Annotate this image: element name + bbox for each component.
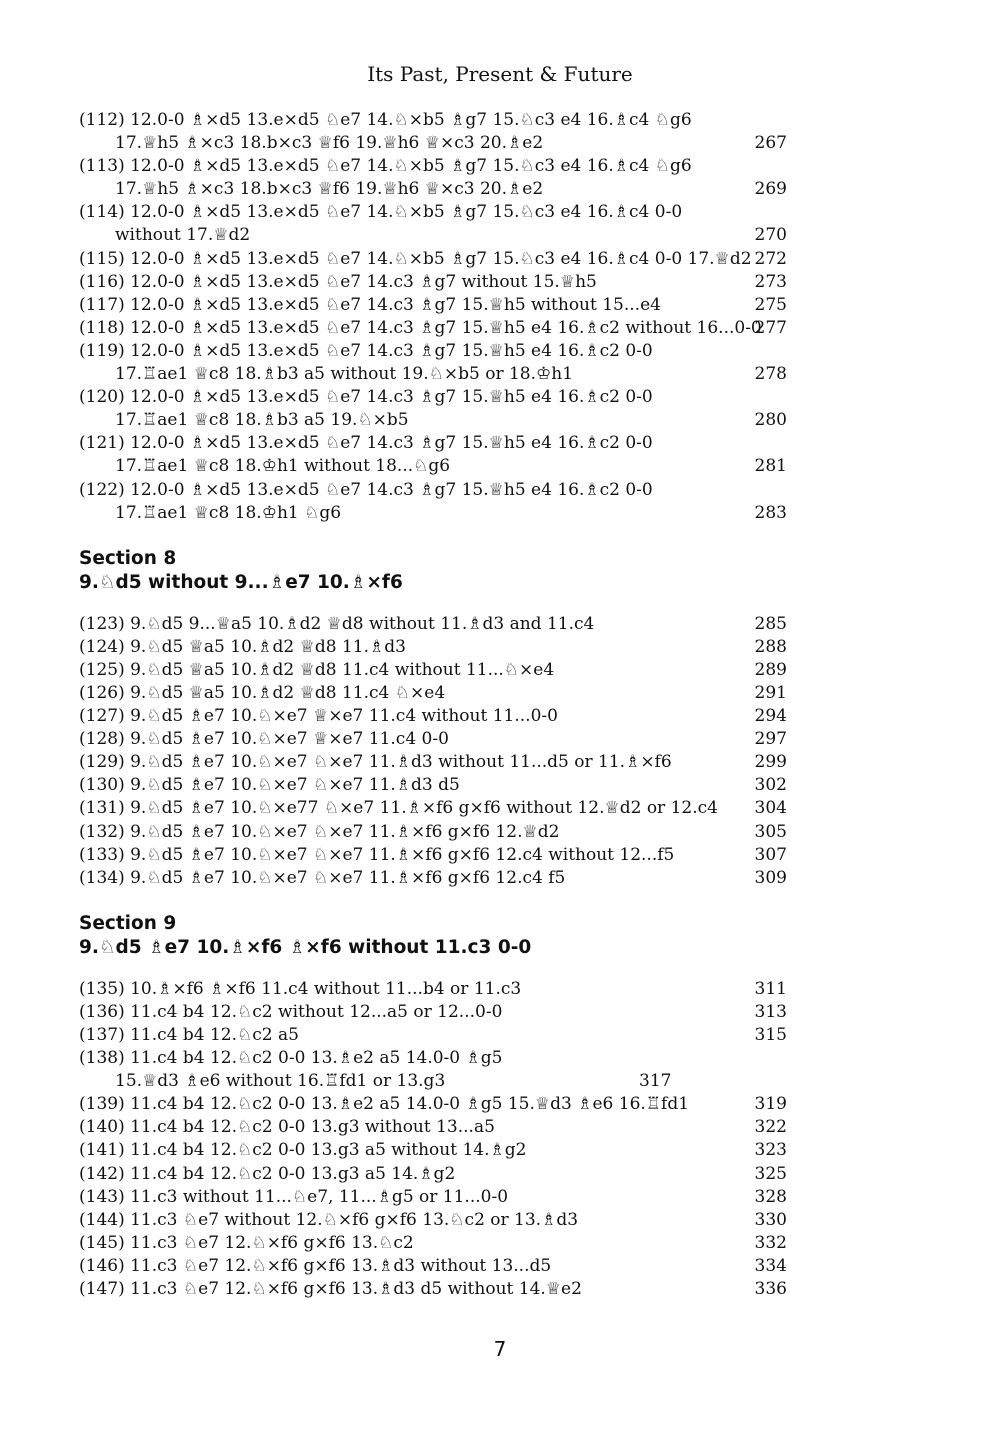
entry-page-number: 313 [754, 1001, 787, 1022]
entry-page-number: 304 [754, 798, 787, 819]
entry-line: (134) 9.♘d5 ♗e7 10.♘×e7 ♘×e7 11.♗×f6 g×f6 12.c4 f5 [79, 867, 566, 888]
entry-page-number: 334 [754, 1255, 787, 1276]
toc-entry [79, 432, 819, 478]
toc-entry [79, 1255, 819, 1278]
entry-page-number: 317 [639, 1071, 672, 1092]
section-gap [79, 960, 819, 978]
entry-line: (119) 12.0-0 ♗×d5 13.e×d5 ♘e7 14.c3 ♗g7 15.♕h5 e4 16.♗c2 0-0 [79, 340, 653, 361]
entry-page-number: 283 [754, 502, 787, 523]
entry-line: (120) 12.0-0 ♗×d5 13.e×d5 ♘e7 14.c3 ♗g7 15.♕h5 e4 16.♗c2 0-0 [79, 387, 653, 408]
entry-page-number: 311 [754, 978, 787, 999]
entry-continuation-line: 17.♖ae1 ♕c8 18.♗b3 a5 without 19.♘×b5 or 18.♔h1 [115, 364, 574, 385]
toc-entry [79, 201, 819, 247]
entry-page-number: 322 [754, 1117, 787, 1138]
toc-entry [79, 1278, 819, 1301]
toc-entry [79, 317, 819, 340]
toc-entry [79, 797, 819, 820]
entry-page-number: 305 [754, 821, 787, 842]
toc-entry [79, 271, 819, 294]
toc-entry [79, 248, 819, 271]
entry-page-number: 288 [754, 636, 787, 657]
entry-line: (130) 9.♘d5 ♗e7 10.♘×e7 ♘×e7 11.♗d3 d5 [79, 775, 460, 796]
entry-page-number: 278 [754, 364, 787, 385]
entry-page-number: 270 [754, 225, 787, 246]
entry-line: (116) 12.0-0 ♗×d5 13.e×d5 ♘e7 14.c3 ♗g7 without 15.♕h5 [79, 271, 597, 292]
section-subtitle: 9.♘d5 without 9...♗e7 10.♗×f6 [79, 571, 403, 593]
toc-entry [79, 728, 819, 751]
entry-line: (114) 12.0-0 ♗×d5 13.e×d5 ♘e7 14.♘×b5 ♗g7 15.♘c3 e4 16.♗c4 0-0 [79, 202, 683, 223]
entry-line: (136) 11.c4 b4 12.♘c2 without 12...a5 or 12...0-0 [79, 1001, 503, 1022]
entry-line: (145) 11.c3 ♘e7 12.♘×f6 g×f6 13.♘c2 [79, 1232, 414, 1253]
entry-line: (132) 9.♘d5 ♗e7 10.♘×e7 ♘×e7 11.♗×f6 g×f6 12.♕d2 [79, 821, 560, 842]
entry-line: (124) 9.♘d5 ♕a5 10.♗d2 ♕d8 11.♗d3 [79, 636, 406, 657]
toc-entry [79, 821, 819, 844]
toc-entry [79, 613, 819, 636]
entry-line: (143) 11.c3 without 11...♘e7, 11...♗g5 or 11...0-0 [79, 1186, 509, 1207]
toc-entry [79, 978, 819, 1001]
entry-line: (144) 11.c3 ♘e7 without 12.♘×f6 g×f6 13.♘c2 or 13.♗d3 [79, 1209, 579, 1230]
toc-entry [79, 479, 819, 525]
toc-entry [79, 1209, 819, 1232]
running-header: Its Past, Present & Future [367, 62, 633, 86]
page-number: 7 [493, 1337, 507, 1361]
entry-line: (135) 10.♗×f6 ♗×f6 11.c4 without 11...b4 or 11.c3 [79, 978, 522, 999]
toc-entry [79, 386, 819, 432]
entry-line: (141) 11.c4 b4 12.♘c2 0-0 13.g3 a5 without 14.♗g2 [79, 1140, 527, 1161]
entry-page-number: 319 [754, 1094, 787, 1115]
toc-entry [79, 844, 819, 867]
toc-entry [79, 109, 819, 155]
entry-page-number: 277 [754, 317, 787, 338]
entry-page-number: 323 [754, 1140, 787, 1161]
toc-entry [79, 1047, 819, 1093]
toc-entry [79, 1139, 819, 1162]
entry-line: (131) 9.♘d5 ♗e7 10.♘×e77 ♘×e7 11.♗×f6 g×f6 without 12.♕d2 or 12.c4 [79, 798, 718, 819]
entry-line: (140) 11.c4 b4 12.♘c2 0-0 13.g3 without 13...a5 [79, 1117, 495, 1138]
entry-page-number: 332 [754, 1232, 787, 1253]
entry-page-number: 297 [754, 729, 787, 750]
entry-page-number: 275 [754, 294, 787, 315]
entry-continuation-line: 17.♖ae1 ♕c8 18.♔h1 ♘g6 [115, 502, 342, 523]
toc-entry [79, 751, 819, 774]
entry-page-number: 289 [754, 659, 787, 680]
entry-line: (133) 9.♘d5 ♗e7 10.♘×e7 ♘×e7 11.♗×f6 g×f6 12.c4 without 12...f5 [79, 844, 675, 865]
toc-entry [79, 1093, 819, 1116]
entry-page-number: 281 [754, 456, 787, 477]
toc-entry [79, 1186, 819, 1209]
toc-entry [79, 682, 819, 705]
entry-page-number: 307 [754, 844, 787, 865]
entry-line: (142) 11.c4 b4 12.♘c2 0-0 13.g3 a5 14.♗g2 [79, 1163, 456, 1184]
entry-line: (147) 11.c3 ♘e7 12.♘×f6 g×f6 13.♗d3 d5 without 14.♕e2 [79, 1279, 582, 1300]
toc-entry [79, 636, 819, 659]
entry-continuation-line: 17.♕h5 ♗×c3 18.b×c3 ♕f6 19.♕h6 ♕×c3 20.♗e2 [115, 179, 544, 200]
entry-line: (115) 12.0-0 ♗×d5 13.e×d5 ♘e7 14.♘×b5 ♗g7 15.♘c3 e4 16.♗c4 0-0 17.♕d2 [79, 248, 752, 269]
entry-line: (121) 12.0-0 ♗×d5 13.e×d5 ♘e7 14.c3 ♗g7 15.♕h5 e4 16.♗c2 0-0 [79, 433, 653, 454]
entry-continuation-line: 17.♖ae1 ♕c8 18.♔h1 without 18...♘g6 [115, 456, 451, 477]
entry-page-number: 330 [754, 1209, 787, 1230]
toc-entry [79, 1116, 819, 1139]
entry-page-number: 267 [754, 133, 787, 154]
entry-line: (138) 11.c4 b4 12.♘c2 0-0 13.♗e2 a5 14.0-0 ♗g5 [79, 1048, 503, 1069]
entry-continuation-line: 17.♖ae1 ♕c8 18.♗b3 a5 19.♘×b5 [115, 410, 409, 431]
entry-continuation-line: without 17.♕d2 [115, 225, 251, 246]
toc-entry [79, 659, 819, 682]
entry-page-number: 285 [754, 613, 787, 634]
toc-entry [79, 294, 819, 317]
table-of-contents [79, 109, 819, 1301]
entry-page-number: 328 [754, 1186, 787, 1207]
entry-line: (117) 12.0-0 ♗×d5 13.e×d5 ♘e7 14.c3 ♗g7 15.♕h5 without 15...e4 [79, 294, 661, 315]
toc-entry [79, 1024, 819, 1047]
section-heading: Section 8 [79, 547, 177, 569]
section-gap [79, 890, 819, 912]
section-gap [79, 525, 819, 547]
section-subtitle: 9.♘d5 ♗e7 10.♗×f6 ♗×f6 without 11.c3 0-0 [79, 936, 532, 958]
entry-continuation-line: 17.♕h5 ♗×c3 18.b×c3 ♕f6 19.♕h6 ♕×c3 20.♗e2 [115, 133, 544, 154]
entry-page-number: 325 [754, 1163, 787, 1184]
toc-entry [79, 867, 819, 890]
entry-line: (113) 12.0-0 ♗×d5 13.e×d5 ♘e7 14.♘×b5 ♗g7 15.♘c3 e4 16.♗c4 ♘g6 [79, 156, 692, 177]
entry-page-number: 294 [754, 706, 787, 727]
entry-line: (118) 12.0-0 ♗×d5 13.e×d5 ♘e7 14.c3 ♗g7 15.♕h5 e4 16.♗c2 without 16...0-0 [79, 317, 762, 338]
entry-page-number: 315 [754, 1025, 787, 1045]
entry-page-number: 302 [754, 775, 787, 796]
entry-line: (128) 9.♘d5 ♗e7 10.♘×e7 ♕×e7 11.c4 0-0 [79, 729, 449, 750]
entry-line: (122) 12.0-0 ♗×d5 13.e×d5 ♘e7 14.c3 ♗g7 15.♕h5 e4 16.♗c2 0-0 [79, 479, 653, 500]
entry-line: (139) 11.c4 b4 12.♘c2 0-0 13.♗e2 a5 14.0-0 ♗g5 15.♕d3 ♗e6 16.♖fd1 [79, 1094, 690, 1115]
entry-page-number: 269 [754, 179, 787, 200]
entry-page-number: 309 [754, 867, 787, 888]
toc-entry [79, 705, 819, 728]
entry-line: (137) 11.c4 b4 12.♘c2 a5 [79, 1025, 299, 1045]
toc-entry [79, 155, 819, 201]
entry-page-number: 280 [754, 410, 787, 431]
entry-continuation-line: 15.♕d3 ♗e6 without 16.♖fd1 or 13.g3 [115, 1071, 446, 1092]
entry-page-number: 336 [754, 1279, 787, 1300]
toc-entry [79, 1001, 819, 1024]
entry-line: (123) 9.♘d5 9...♕a5 10.♗d2 ♕d8 without 11.♗d3 and 11.c4 [79, 613, 595, 634]
entry-line: (129) 9.♘d5 ♗e7 10.♘×e7 ♘×e7 11.♗d3 without 11...d5 or 11.♗×f6 [79, 752, 672, 773]
section-gap [79, 595, 819, 613]
section-heading: Section 9 [79, 912, 177, 934]
entry-line: (125) 9.♘d5 ♕a5 10.♗d2 ♕d8 11.c4 without 11...♘×e4 [79, 659, 555, 680]
entry-page-number: 291 [754, 682, 787, 703]
entry-line: (127) 9.♘d5 ♗e7 10.♘×e7 ♕×e7 11.c4 without 11...0-0 [79, 706, 558, 727]
toc-entry [79, 1232, 819, 1255]
entry-line: (146) 11.c3 ♘e7 12.♘×f6 g×f6 13.♗d3 without 13...d5 [79, 1255, 552, 1276]
entry-line: (126) 9.♘d5 ♕a5 10.♗d2 ♕d8 11.c4 ♘×e4 [79, 682, 446, 703]
toc-entry [79, 340, 819, 386]
entry-line: (112) 12.0-0 ♗×d5 13.e×d5 ♘e7 14.♘×b5 ♗g7 15.♘c3 e4 16.♗c4 ♘g6 [79, 110, 692, 130]
entry-page-number: 272 [754, 248, 787, 269]
toc-entry [79, 774, 819, 797]
entry-page-number: 273 [754, 271, 787, 292]
toc-entry [79, 1163, 819, 1186]
entry-page-number: 299 [754, 752, 787, 773]
